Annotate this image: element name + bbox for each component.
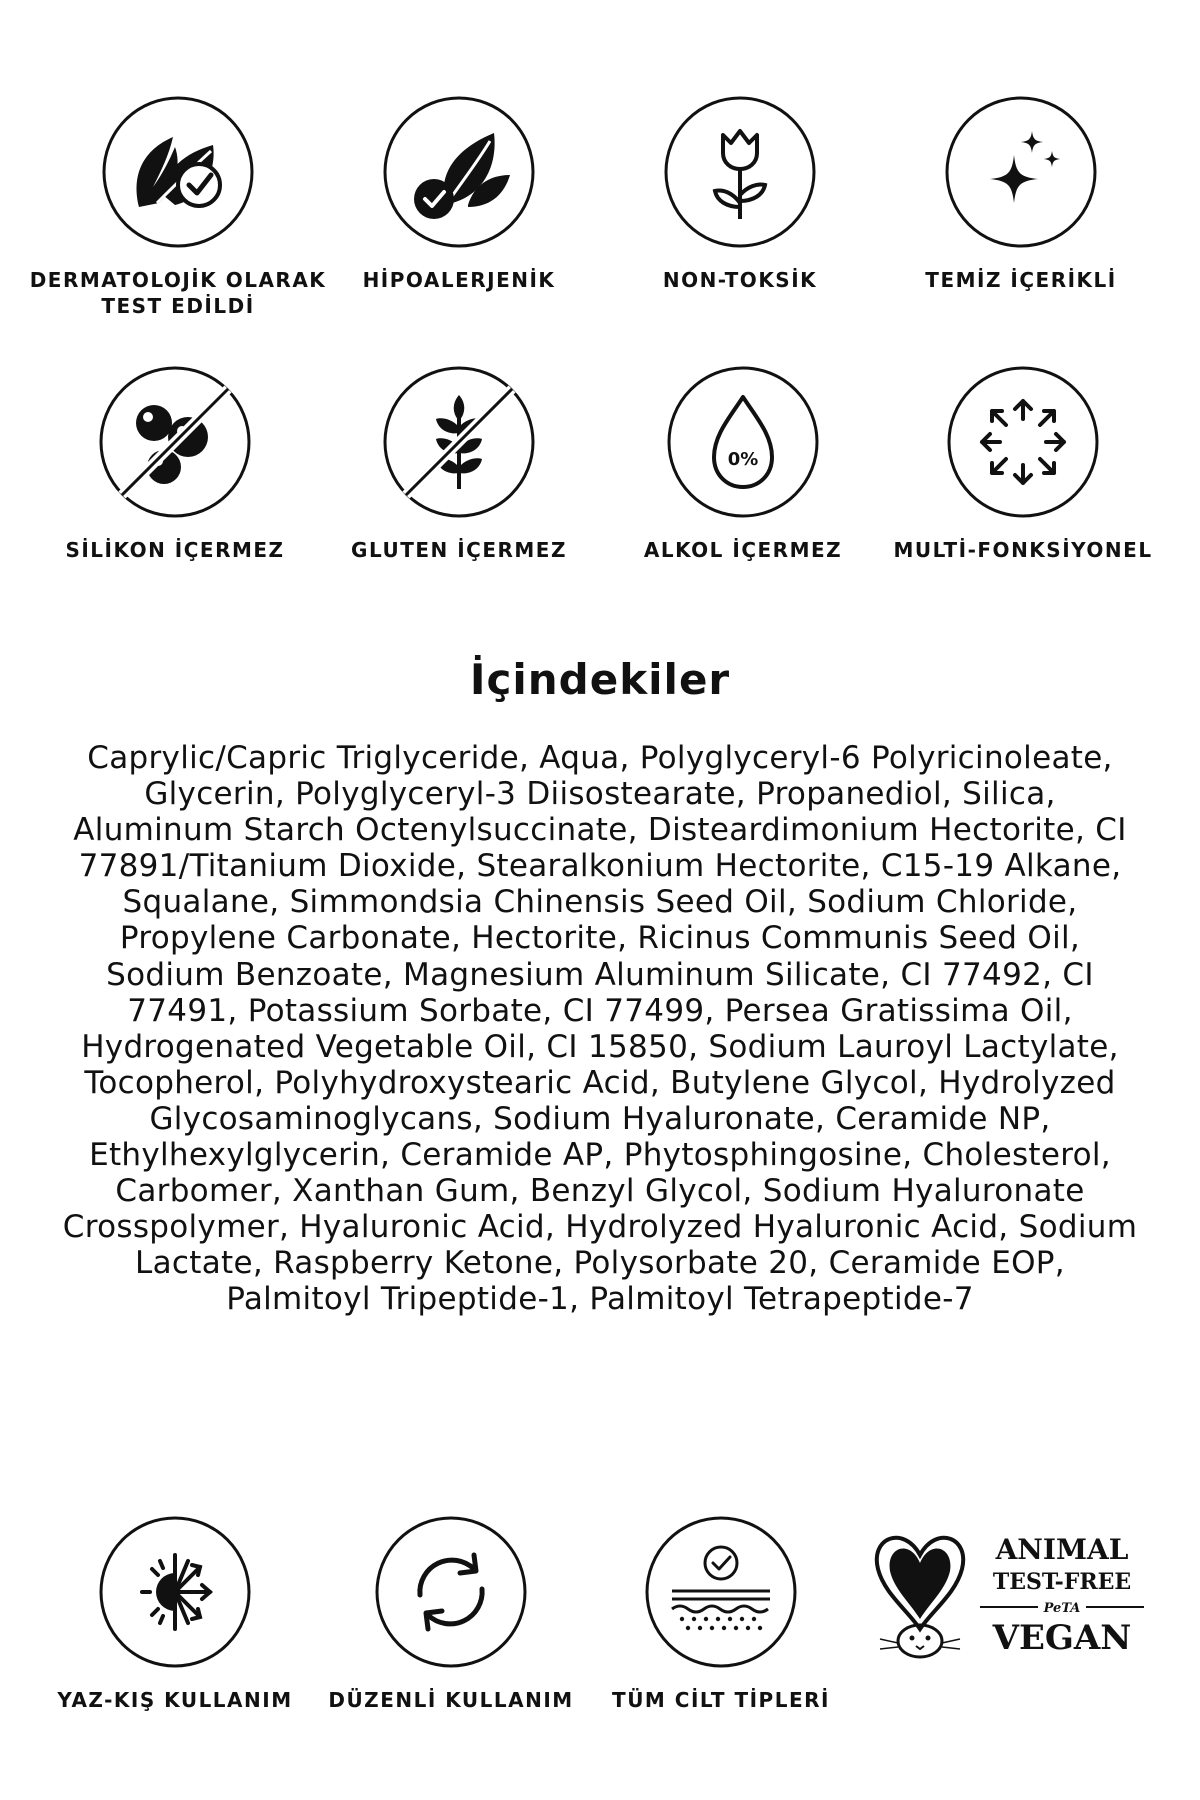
feature-all-skin-types bbox=[612, 1515, 830, 1713]
leaf-berry-check-icon bbox=[382, 95, 536, 249]
feature-label-line2: TEST EDİLDİ bbox=[101, 294, 255, 318]
feature-alcohol-free bbox=[643, 365, 843, 563]
tulip-icon bbox=[663, 95, 817, 249]
feature-summer-winter-use bbox=[57, 1515, 293, 1713]
feature-label bbox=[925, 267, 1116, 293]
peta-line-animal: ANIMAL bbox=[995, 1533, 1129, 1566]
sparkles-icon bbox=[944, 95, 1098, 249]
no-silicone-icon bbox=[98, 365, 252, 519]
peta-badge bbox=[870, 1525, 1150, 1670]
feature-label-line1: HİPOALERJENİK bbox=[362, 268, 556, 292]
svg-text:0%: 0% bbox=[727, 449, 759, 470]
cycle-arrows-icon bbox=[374, 1515, 528, 1669]
no-gluten-wheat-icon bbox=[382, 365, 536, 519]
feature-label: YAZ-KIŞ KULLANIM bbox=[57, 1688, 293, 1712]
feature-label-line1: TEMİZ İÇERİKLİ bbox=[925, 268, 1117, 292]
feature-label bbox=[30, 267, 327, 319]
feature-label-line1: DERMATOLOJİK OLARAK bbox=[29, 268, 327, 292]
feature-clean-ingredients bbox=[925, 95, 1117, 293]
sun-snowflake-icon bbox=[98, 1515, 252, 1669]
feature-label bbox=[363, 267, 556, 293]
feature-label bbox=[663, 267, 817, 293]
feature-non-toxic bbox=[650, 95, 830, 293]
peta-line-test-free: TEST-FREE bbox=[992, 1569, 1132, 1595]
zero-percent-drop-icon bbox=[666, 365, 820, 519]
skin-layers-check-icon bbox=[644, 1515, 798, 1669]
feature-label: MULTİ-FONKSİYONEL bbox=[893, 538, 1153, 562]
leaf-check-icon bbox=[101, 95, 255, 249]
feature-label: DÜZENLİ KULLANIM bbox=[328, 1688, 574, 1712]
feature-multi-functional bbox=[893, 365, 1153, 563]
feature-hypoallergenic bbox=[362, 95, 556, 293]
feature-dermatologically-tested bbox=[29, 95, 327, 319]
peta-line-vegan: VEGAN bbox=[992, 1618, 1132, 1658]
peta-brand: PeTA bbox=[1043, 1601, 1081, 1616]
feature-label: SİLİKON İÇERMEZ bbox=[65, 538, 285, 562]
feature-silicone-free bbox=[65, 365, 285, 563]
feature-label-line1: NON-TOKSİK bbox=[662, 268, 818, 292]
multi-arrows-icon bbox=[946, 365, 1100, 519]
peta-bunny-heart-icon bbox=[877, 1538, 963, 1657]
feature-gluten-free bbox=[351, 365, 567, 563]
ingredients-title: İçindekiler bbox=[469, 655, 731, 704]
feature-label: GLUTEN İÇERMEZ bbox=[351, 538, 567, 562]
ingredients-text: Caprylic/Capric Triglyceride, Aqua, Polyglyceryl-6 Polyricinoleate, Glycerin, Polyglyceryl-3 Diisostearate, Propanediol, Silica, Aluminum Starch Octenylsuccinate, Disteardimonium Hectorite, CI 77891/Titanium Dioxide, Stearalkonium Hectorite, C15-19 Alkane, Squalane, Simmondsia Chinensis Seed Oil, Sodium Chloride, Propylene Carbonate, Hectorite, Ricinus Communis Seed Oil, Sodium Benzoate, Magnesium Aluminum Silicate, CI 77492, CI 77491, Potassium Sorbate, CI 77499, Persea Gratissima Oil, Hydrogenated Vegetable Oil, CI 15850, Sodium Lauroyl Lactylate, Tocopherol, Polyhydroxystearic Acid, Butylene Glycol, Hydrolyzed Glycosaminoglycans, Sodium Hyaluronate, Ceramide NP, Ethylhexylglycerin, Ceramide AP, Phytosphingosine, Cholesterol, Carbomer, Xanthan Gum, Benzyl Glycol, Sodium Hyaluronate Crosspolymer, Hyaluronic Acid, Hydrolyzed Hyaluronic Acid, Sodium Lactate, Raspberry Ketone, Polysorbate 20, Ceramide EOP, Palmitoyl Tripeptide-1, Palmitoyl Tetrapeptide-7 bbox=[62, 740, 1138, 1318]
feature-label: TÜM CİLT TİPLERİ bbox=[612, 1688, 830, 1712]
feature-label: ALKOL İÇERMEZ bbox=[643, 538, 843, 562]
feature-regular-use bbox=[328, 1515, 574, 1713]
